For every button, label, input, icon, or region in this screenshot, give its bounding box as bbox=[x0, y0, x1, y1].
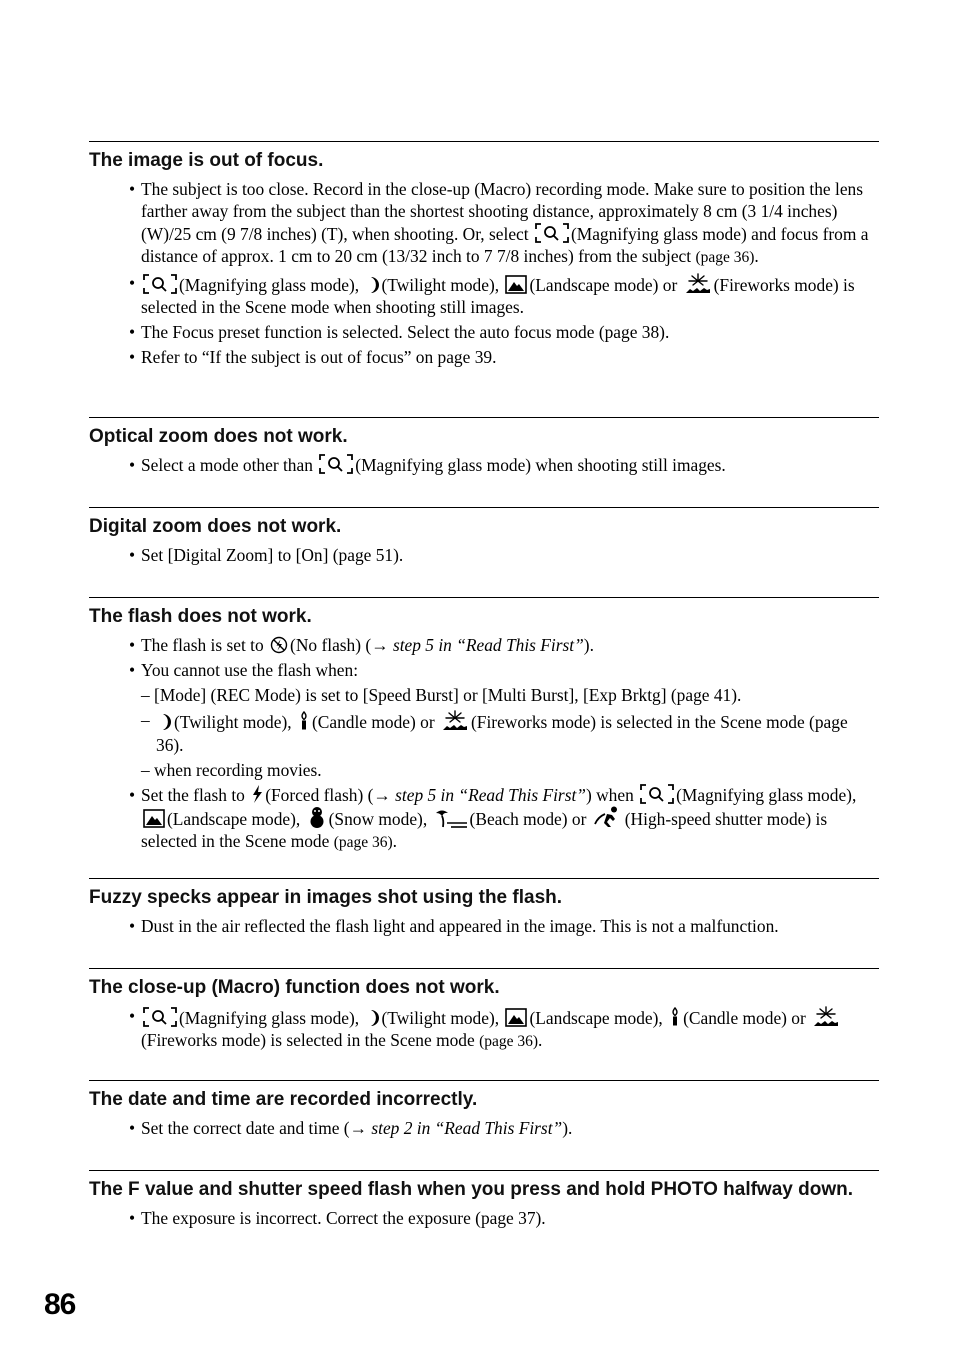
landscape-mode-icon bbox=[505, 1008, 527, 1027]
list-item: • (Magnifying glass mode), (Twilight mode), (Landscape mode) or (Fireworks mode) is selected in the Scene mode when shooting still images. bbox=[89, 272, 879, 319]
landscape-mode-icon bbox=[143, 809, 165, 828]
page-number: 86 bbox=[44, 1288, 76, 1321]
section-heading: Digital zoom does not work. bbox=[89, 516, 342, 537]
list-item: • Select a mode other than (Magnifying glass mode) when shooting still images. bbox=[89, 454, 879, 476]
list-item: • Set [Digital Zoom] to [On] (page 51). bbox=[89, 544, 879, 566]
section-heading: The image is out of focus. bbox=[89, 150, 324, 171]
list-item: • The subject is too close. Record in the close-up (Macro) recording mode. Make sure to position the lens farther away from the subject than the shortest shooting distance, approximately 8 cm (3 1/4 inches) (W)/25 cm (9 7/8 inches) (T), when shooting. Or, select (Magnifying glass mode) and focus from a distance of approx. 1 cm to 20 cm (13/32 inch to 7 7/8 inches) from the subject (page 36). bbox=[89, 178, 879, 269]
magnifying-glass-mode-icon bbox=[535, 223, 569, 243]
section-heading: The date and time are recorded incorrectly. bbox=[89, 1089, 478, 1110]
list-subitem: – when recording movies. bbox=[141, 759, 322, 780]
list-subitem: – (Twilight mode), (Candle mode) or (Fireworks mode) is selected in the Scene mode (page 36). bbox=[89, 709, 879, 756]
forced-flash-icon bbox=[251, 784, 263, 804]
bullet-list bbox=[89, 544, 879, 566]
twilight-mode-icon bbox=[366, 1009, 380, 1027]
twilight-mode-icon bbox=[366, 276, 380, 294]
list-item: • The exposure is incorrect. Correct the exposure (page 37). bbox=[89, 1207, 879, 1229]
list-item: • (Magnifying glass mode), (Twilight mode), (Landscape mode), (Candle mode) or (Fireworks mode) is selected in the Scene mode (page 36). bbox=[89, 1005, 879, 1054]
section-date-time bbox=[89, 1080, 879, 1142]
list-item: • You cannot use the flash when: bbox=[89, 659, 879, 681]
magnifying-glass-mode-icon bbox=[143, 1007, 177, 1027]
list-item: • Set the correct date and time (→ step 2 in “Read This First”). bbox=[89, 1117, 879, 1139]
section-image-out-of-focus bbox=[89, 141, 879, 372]
twilight-mode-icon bbox=[158, 713, 172, 731]
magnifying-glass-mode-icon bbox=[640, 784, 674, 804]
section-heading: Optical zoom does not work. bbox=[89, 426, 348, 447]
section-f-value-shutter bbox=[89, 1170, 879, 1232]
magnifying-glass-mode-icon bbox=[143, 274, 177, 294]
no-flash-icon bbox=[270, 636, 288, 654]
section-heading: The close-up (Macro) function does not work. bbox=[89, 977, 500, 998]
high-speed-shutter-mode-icon bbox=[593, 806, 623, 828]
section-digital-zoom bbox=[89, 507, 879, 569]
bullet-list bbox=[89, 634, 879, 855]
beach-mode-icon bbox=[434, 808, 468, 828]
list-item: • Dust in the air reflected the flash light and appeared in the image. This is not a malfunction. bbox=[89, 915, 879, 937]
section-heading: Fuzzy specks appear in images shot using the flash. bbox=[89, 887, 563, 908]
list-item: • The flash is set to (No flash) (→ step 5 in “Read This First”). bbox=[89, 634, 879, 656]
bullet-list bbox=[89, 1117, 879, 1139]
bullet-list bbox=[89, 178, 879, 369]
fireworks-mode-icon bbox=[684, 272, 712, 294]
list-subitem: – [Mode] (REC Mode) is set to [Speed Burst] or [Multi Burst], [Exp Brktg] (page 41). bbox=[141, 685, 742, 706]
bullet-list bbox=[89, 454, 879, 476]
section-flash bbox=[89, 597, 879, 857]
candle-mode-icon bbox=[669, 1007, 681, 1027]
section-fuzzy-specks bbox=[89, 878, 879, 940]
list-item: • The Focus preset function is selected. Select the auto focus mode (page 38). bbox=[89, 321, 879, 343]
fireworks-mode-icon bbox=[441, 709, 469, 731]
list-item: • Set the flash to (Forced flash) (→ step 5 in “Read This First”) when (Magnifying glass mode), (Landscape mode), (Snow mode), (Beach mode) or (High-speed shutter mode) is selected in the Scene mode (page 36). bbox=[89, 784, 879, 855]
section-heading: The F value and shutter speed flash when you press and hold PHOTO halfway down. bbox=[89, 1179, 853, 1200]
fireworks-mode-icon bbox=[812, 1005, 840, 1027]
list-item: • Refer to “If the subject is out of focus” on page 39. bbox=[89, 346, 879, 368]
landscape-mode-icon bbox=[505, 275, 527, 294]
bullet-list bbox=[89, 1207, 879, 1229]
snow-mode-icon bbox=[307, 806, 327, 828]
bullet-list bbox=[89, 915, 879, 937]
section-optical-zoom bbox=[89, 417, 879, 479]
candle-mode-icon bbox=[298, 711, 310, 731]
section-macro bbox=[89, 968, 879, 1056]
section-heading: The flash does not work. bbox=[89, 606, 312, 627]
bullet-list bbox=[89, 1005, 879, 1054]
magnifying-glass-mode-icon bbox=[319, 454, 353, 474]
